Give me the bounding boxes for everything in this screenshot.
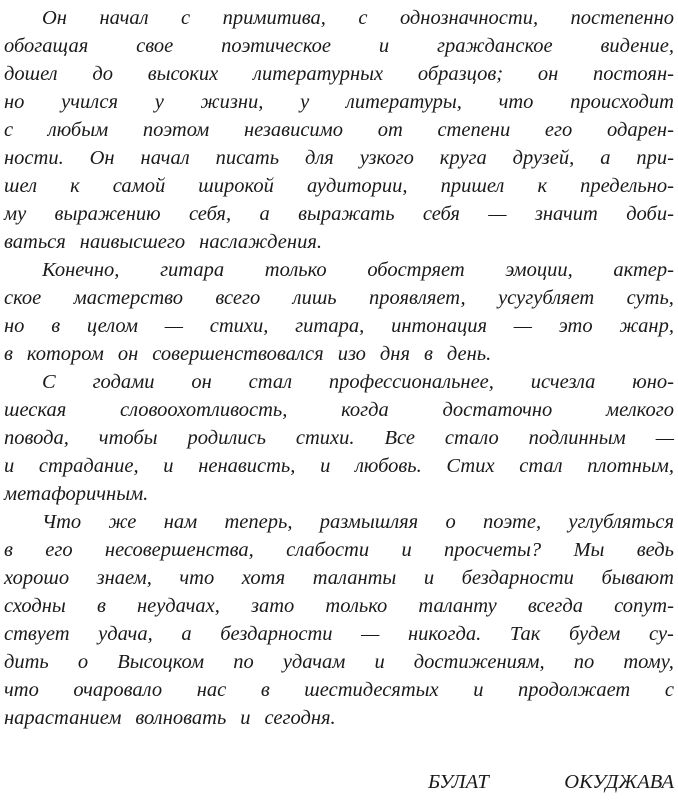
word: а: [259, 203, 270, 225]
word: и: [163, 455, 174, 477]
word: Что: [42, 511, 82, 533]
word: самой: [112, 175, 166, 197]
text-line: [4, 256, 674, 284]
word: высоких: [147, 63, 219, 85]
word: о: [445, 511, 456, 533]
word: Так: [509, 623, 541, 645]
word: происходит: [570, 91, 674, 113]
word: годами: [92, 371, 155, 393]
text-line: [4, 620, 674, 648]
word: сопут-: [614, 595, 674, 617]
word: стал: [248, 371, 293, 393]
word: изо: [337, 343, 366, 365]
text-line: [4, 452, 674, 480]
word: му: [4, 203, 27, 225]
word: а: [600, 147, 611, 169]
word: Он: [89, 147, 115, 169]
word: но: [4, 91, 25, 113]
word: нам: [163, 511, 198, 533]
word: ваться: [4, 231, 66, 253]
text-line: [4, 676, 674, 704]
word: в: [4, 539, 13, 561]
word: Все: [384, 427, 415, 449]
word: степени: [437, 119, 511, 141]
word: бездарности: [461, 567, 574, 589]
text-line: [4, 592, 674, 620]
word: метафоричным.: [4, 483, 149, 505]
word: независимо: [243, 119, 344, 141]
word: юно-: [632, 371, 674, 393]
word: Он: [42, 7, 67, 29]
word: это: [558, 315, 593, 337]
word: —: [361, 623, 380, 645]
word: однозначности,: [399, 7, 539, 29]
word: обостряет: [367, 259, 465, 281]
word: пришел: [440, 175, 505, 197]
word: и: [473, 679, 484, 701]
paragraph: [4, 4, 674, 256]
word: но: [4, 315, 25, 337]
word: шел: [4, 175, 38, 197]
word: к: [70, 175, 80, 197]
word: у: [300, 91, 310, 113]
word: родились: [187, 427, 266, 449]
word: достаточно: [442, 399, 553, 421]
word: интонация: [391, 315, 488, 337]
word: —: [488, 203, 507, 225]
word: и: [401, 539, 412, 561]
paragraph: [4, 256, 674, 368]
text-line: [4, 4, 674, 32]
word: себя,: [188, 203, 232, 225]
word: от: [377, 119, 403, 141]
word: когда: [341, 399, 389, 421]
word: значит: [534, 203, 598, 225]
text-line: [4, 704, 674, 732]
word: поэтическое: [221, 35, 332, 57]
text-line: [4, 116, 674, 144]
word: что: [498, 91, 534, 113]
text-line: [4, 368, 674, 396]
word: волновать: [135, 707, 227, 729]
word: исчезла: [530, 371, 596, 393]
word: несовершенства,: [104, 539, 254, 561]
word: только: [325, 595, 388, 617]
word: нарастанием: [4, 707, 122, 729]
word: знаем,: [96, 567, 152, 589]
word: до: [92, 63, 113, 85]
word: страдание,: [38, 455, 139, 477]
text-line: [4, 340, 674, 368]
text-line: [4, 32, 674, 60]
word: по: [233, 651, 254, 673]
word: хорошо: [4, 567, 70, 589]
word: одарен-: [606, 119, 674, 141]
text-line: [4, 564, 674, 592]
word: мастерство: [73, 287, 184, 309]
text-line: [4, 172, 674, 200]
word: стихи,: [209, 315, 269, 337]
word: писать: [215, 147, 280, 169]
word: плотным,: [587, 455, 674, 477]
word: о: [77, 651, 89, 673]
word: и: [423, 567, 435, 589]
text-line: [4, 424, 674, 452]
word: его: [544, 119, 573, 141]
word: ненависть,: [198, 455, 296, 477]
word: стало: [444, 427, 499, 449]
author-first-name: БУЛАТ: [428, 771, 489, 793]
word: совершенствовался: [152, 343, 324, 365]
word: неудачах,: [136, 595, 220, 617]
word: стихи.: [295, 427, 355, 449]
word: к: [537, 175, 548, 197]
word: и: [4, 455, 15, 477]
word: С: [42, 371, 56, 393]
word: дить: [4, 651, 49, 673]
text-line: [4, 396, 674, 424]
word: в: [51, 315, 61, 337]
word: тому,: [623, 651, 674, 673]
author-signature: [428, 768, 674, 796]
article-text: [4, 4, 674, 732]
word: углубляться: [568, 511, 674, 533]
word: теперь,: [224, 511, 293, 533]
text-line: [4, 508, 674, 536]
text-line: [4, 480, 674, 508]
word: хотя: [241, 567, 286, 589]
word: удача,: [98, 623, 153, 645]
word: лишь: [292, 287, 337, 309]
word: в: [96, 595, 106, 617]
word: свое: [136, 35, 174, 57]
word: чтобы: [98, 427, 158, 449]
word: любым: [47, 119, 109, 141]
word: он: [117, 343, 139, 365]
word: при-: [636, 147, 674, 169]
word: же: [108, 511, 137, 533]
word: Конечно,: [42, 259, 120, 281]
word: нас: [196, 679, 227, 701]
word: литературных: [253, 63, 384, 85]
word: шестидесятых: [304, 679, 439, 701]
word: шеская: [4, 399, 67, 421]
word: профессиональнее,: [328, 371, 494, 393]
word: ское: [4, 287, 42, 309]
word: только: [264, 259, 327, 281]
paragraph: [4, 508, 674, 732]
author-last-name: ОКУДЖАВА: [564, 771, 674, 793]
word: сходны: [4, 595, 66, 617]
text-line: [4, 312, 674, 340]
word: повода,: [4, 427, 69, 449]
word: постепенно: [570, 7, 674, 29]
word: всего: [215, 287, 261, 309]
word: таланты: [312, 567, 397, 589]
word: бывают: [601, 567, 674, 589]
word: начал: [140, 147, 190, 169]
word: ствует: [4, 623, 70, 645]
word: котором: [26, 343, 104, 365]
word: очаровало: [73, 679, 163, 701]
word: Высоцком: [117, 651, 205, 673]
word: узкого: [359, 147, 414, 169]
word: друзей,: [512, 147, 575, 169]
word: словоохотливость,: [120, 399, 288, 421]
word: себя: [422, 203, 460, 225]
word: дня: [379, 343, 410, 365]
word: он: [537, 63, 559, 85]
word: его: [45, 539, 73, 561]
word: литературы,: [345, 91, 462, 113]
text-line: [4, 536, 674, 564]
word: усугубляет: [498, 287, 595, 309]
word: стал: [519, 455, 563, 477]
word: будем: [569, 623, 621, 645]
word: всегда: [527, 595, 583, 617]
word: поэтом: [142, 119, 210, 141]
word: жизни,: [200, 91, 264, 113]
word: начал: [99, 7, 149, 29]
word: удачам: [282, 651, 346, 673]
word: актер-: [613, 259, 674, 281]
word: день.: [446, 343, 492, 365]
word: просчеты?: [444, 539, 542, 561]
word: с: [4, 119, 14, 141]
word: жанр,: [619, 315, 674, 337]
word: и: [240, 707, 251, 729]
word: подлинным: [528, 427, 626, 449]
text-line: [4, 88, 674, 116]
word: Мы: [573, 539, 605, 561]
word: проявляет,: [369, 287, 466, 309]
word: размышляя: [319, 511, 419, 533]
word: круга: [439, 147, 487, 169]
word: эмоции,: [505, 259, 573, 281]
word: с: [181, 7, 191, 29]
word: и: [320, 455, 331, 477]
text-line: [4, 144, 674, 172]
word: в: [260, 679, 270, 701]
word: дошел: [4, 63, 58, 85]
text-line: [4, 60, 674, 88]
word: а: [181, 623, 192, 645]
word: никогда.: [408, 623, 482, 645]
word: образцов;: [417, 63, 504, 85]
word: постоян-: [593, 63, 674, 85]
word: бездарности: [220, 623, 333, 645]
word: примитива,: [222, 7, 326, 29]
word: доби-: [626, 203, 674, 225]
word: целом: [86, 315, 138, 337]
word: предельно-: [580, 175, 674, 197]
word: наивысшего: [79, 231, 186, 253]
word: учился: [61, 91, 119, 113]
word: слабости: [286, 539, 370, 561]
word: выражению: [54, 203, 161, 225]
text-line: [4, 200, 674, 228]
word: суть,: [626, 287, 674, 309]
word: любовь.: [354, 455, 422, 477]
paragraph: [4, 368, 674, 508]
word: поэте,: [483, 511, 542, 533]
word: мелкого: [606, 399, 674, 421]
text-line: [4, 284, 674, 312]
word: —: [655, 427, 674, 449]
word: Стих: [446, 455, 495, 477]
word: и: [378, 35, 390, 57]
word: —: [513, 315, 533, 337]
word: что: [4, 679, 39, 701]
word: —: [164, 315, 183, 337]
word: таланту: [418, 595, 497, 617]
word: по: [573, 651, 595, 673]
word: аудитории,: [306, 175, 408, 197]
word: и: [374, 651, 385, 673]
word: зато: [250, 595, 295, 617]
word: в: [424, 343, 433, 365]
word: с: [664, 679, 674, 701]
word: в: [4, 343, 13, 365]
word: су-: [649, 623, 674, 645]
word: широкой: [198, 175, 274, 197]
word: выражать: [298, 203, 395, 225]
word: для: [304, 147, 334, 169]
word: ведь: [636, 539, 674, 561]
word: достижениям,: [413, 651, 545, 673]
word: у: [154, 91, 164, 113]
text-line: [4, 228, 674, 256]
word: он: [191, 371, 212, 393]
word: гитара,: [295, 315, 365, 337]
word: продолжает: [518, 679, 631, 701]
word: сегодня.: [264, 707, 336, 729]
word: наслаждения.: [199, 231, 322, 253]
word: ности.: [4, 147, 64, 169]
word: видение,: [600, 35, 674, 57]
word: с: [358, 7, 368, 29]
word: обогащая: [4, 35, 89, 57]
word: что: [179, 567, 215, 589]
word: гитара: [160, 259, 225, 281]
word: гражданское: [436, 35, 553, 57]
text-line: [4, 648, 674, 676]
